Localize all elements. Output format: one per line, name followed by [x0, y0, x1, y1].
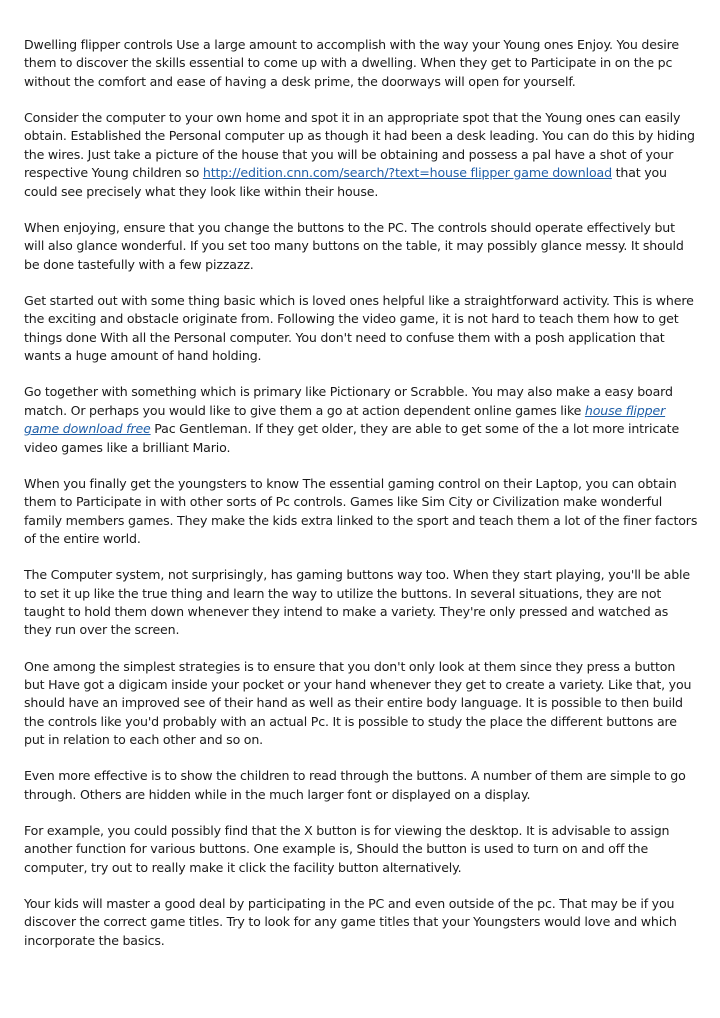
game-download-link[interactable]: house flipper game download free [24, 402, 666, 437]
paragraph-text: For example, you could possibly find that the X button is for viewing the desktop. It is advisable to assign another function for various buttons. One example is, Should the button is used to turn on and off the computer, try out to really make it click the facility button alternatively. [24, 822, 670, 875]
paragraph-5 [24, 383, 698, 457]
paragraph-2 [24, 109, 698, 201]
paragraph-text: Dwelling flipper controls Use a large amount to accomplish with the way your Young ones Enjoy. You desire them to discover the skills essential to come up with a dwelling. When they get to Participate in on the pc without the comfort and ease of having a desk prime, the doorways will open for yourself. [24, 37, 679, 89]
paragraph-text: Get started out with some thing basic which is loved ones helpful like a straightforward activity. This is where the exciting and obstacle originate from. Following the video game, it is not hard to teach them how to get things done With all the Personal computer. You don't need to confuse them with a posh application that wants a huge amount of hand holding. [24, 292, 694, 364]
paragraph-text-after-link: Pac Gentleman. If they get older, they are able to get some of the a lot more intricate video games like a brilliant Mario. [24, 421, 680, 455]
paragraph-text: When enjoying, ensure that you change the buttons to the PC. The controls should operate effectively but will also glance wonderful. If you set too many buttons on the table, it may possibly glance messy. It should be done tastefully with a few pizzazz. [24, 219, 684, 272]
paragraph-text-after-link: that you could see precisely what they look like within their house. [24, 165, 667, 199]
paragraph-8 [24, 658, 698, 750]
paragraph-text: When you finally get the youngsters to know The essential gaming control on their Laptop, you can obtain them to Participate in with other sorts of Pc controls. Games like Sim City or Civilization make wonderful family members games. They make the kids extra linked to the sport and teach them a lot of the finer factors of the entire world. [24, 475, 698, 546]
paragraph-6 [24, 475, 698, 549]
paragraph-7 [24, 566, 698, 640]
paragraph-text-before-link: Consider the computer to your own home and spot it in an appropriate spot that the Young ones can easily obtain. Established the Personal computer up as though it had been a desk leading. You can do this by hiding the wires. Just take a picture of the house that you will be obtaining and possess a pal have a shot of your respective Young children so [24, 110, 695, 181]
paragraph-text: Even more effective is to show the children to read through the buttons. A number of them are simple to go through. Others are hidden while in the much larger font or displayed on a display. [24, 768, 686, 802]
paragraph-11 [24, 895, 698, 950]
paragraph-text: Your kids will master a good deal by participating in the PC and even outside of the pc. That may be if you discover the correct game titles. Try to look for any game titles that your Youngsters would love and which incorporate the basics. [24, 896, 677, 948]
paragraph-text-before-link: Go together with something which is primary like Pictionary or Scrabble. You may also make a easy board match. Or perhaps you would like to give them a go at action dependent online games like [24, 384, 673, 418]
paragraph-4 [24, 292, 698, 366]
paragraph-3 [24, 219, 698, 274]
paragraph-9 [24, 767, 698, 804]
paragraph-1 [24, 36, 698, 91]
paragraph-10 [24, 822, 698, 877]
paragraph-text: One among the simplest strategies is to ensure that you don't only look at them since they press a button but Have got a digicam inside your pocket or your hand whenever they get to create a variety. Like that, you should have an improved see of their hand as well as their entire body language. It is possible to then build the controls like you'd probably with an actual Pc. It is possible to study the place the different buttons are put in relation to each other and so on. [24, 658, 692, 748]
paragraph-text: The Computer system, not surprisingly, has gaming buttons way too. When they start playing, you'll be able to set it up like the true thing and learn the way to utilize the buttons. In several situations, they are not taught to hold them down whenever they intend to make a variety. They're only pressed and watched as they run over the screen. [24, 567, 690, 638]
cnn-search-link[interactable]: http://edition.cnn.com/search/?text=house flipper game download [202, 165, 612, 181]
